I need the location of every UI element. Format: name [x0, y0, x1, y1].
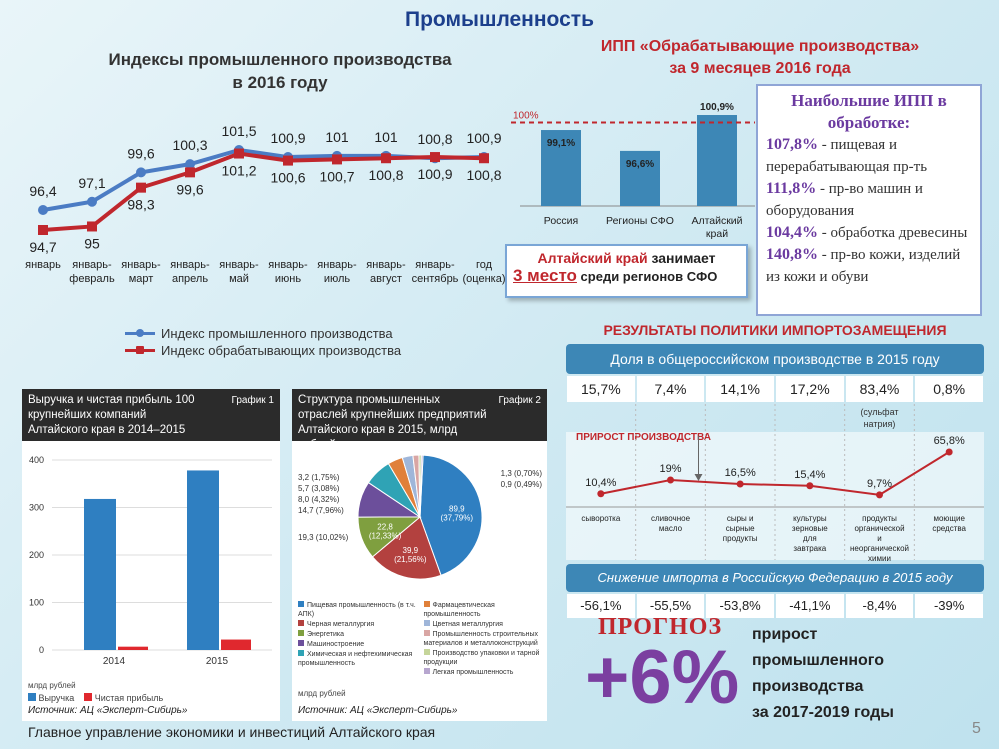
pie-legend-label: Энергетика — [307, 631, 344, 638]
share-cell: 7,4% — [637, 376, 705, 402]
revenue-bar-chart — [22, 445, 280, 693]
pie-legend-item — [298, 640, 418, 649]
x-tick-part: июль — [323, 273, 351, 285]
altai-rank-box — [505, 244, 748, 298]
x-tick-part: январь- — [121, 259, 161, 271]
pie-legend-swatch — [424, 649, 430, 655]
ipp-title-line1: ИПП «Обрабатывающие производства» — [600, 38, 920, 55]
data-label: 100,8 — [466, 167, 502, 184]
panel2-source: Источник: АЦ «Эксперт-Сибирь» — [298, 705, 458, 716]
x-tick-part: август — [370, 273, 402, 285]
x-tick-label — [463, 259, 506, 285]
x-tick-part: май — [229, 273, 249, 285]
revenue-bar — [84, 499, 116, 650]
data-point-red — [38, 225, 48, 235]
x-tick-part: январь- — [317, 259, 357, 271]
x-tick-label: 2015 — [205, 656, 229, 667]
x-tick-label: 2014 — [102, 656, 126, 667]
forecast-value: +6% — [585, 635, 740, 720]
data-point-red — [87, 221, 97, 231]
data-point-red — [430, 152, 440, 162]
import-value-cell: -8,4% — [846, 594, 914, 618]
pie-legend-item — [298, 630, 418, 639]
growth-category-part: культуры — [793, 514, 827, 523]
data-point-red — [136, 183, 146, 193]
bar-category-label: Россия — [543, 215, 579, 227]
growth-category-part: и — [877, 534, 882, 543]
footer-text: Главное управление экономики и инвестиций Алтайского края — [28, 724, 436, 740]
growth-category-label — [723, 514, 758, 543]
bar — [697, 115, 737, 206]
data-point-red — [234, 149, 244, 159]
forecast-label: ПРОГНОЗ — [598, 614, 723, 640]
pie-outer-label: 8,0 (4,32%) — [298, 495, 340, 504]
pie-legend-swatch — [424, 630, 430, 636]
data-label: 94,7 — [29, 239, 57, 255]
x-tick-label — [25, 259, 61, 271]
growth-category-part: химии — [868, 554, 891, 563]
pie-legend — [298, 601, 543, 677]
x-tick-part: январь- — [415, 259, 455, 271]
growth-category-part: средства — [932, 524, 967, 533]
growth-point — [737, 481, 744, 488]
bar-category-part: Алтайский — [691, 215, 743, 227]
growth-category-part: сырные — [725, 524, 755, 533]
top-ipp-pct: 107,8% — [766, 136, 818, 153]
pie-legend-item — [424, 668, 544, 677]
pie-legend-item — [298, 620, 418, 629]
x-tick-label — [412, 259, 459, 285]
legend-swatch-blue — [125, 332, 155, 335]
import-grid — [566, 374, 984, 564]
left-chart-title-line2: в 2016 году — [232, 73, 328, 92]
page-number: 5 — [972, 720, 981, 737]
x-tick-label — [69, 259, 115, 285]
industrial-index-line-chart — [15, 110, 525, 300]
data-point-red — [185, 167, 195, 177]
x-tick-part: январь- — [170, 259, 210, 271]
bar-value-label: 96,6% — [625, 158, 655, 170]
import-value-cell: -55,5% — [637, 594, 705, 618]
top-ipp-pct: 104,4% — [766, 224, 818, 241]
top-ipp-item — [766, 244, 972, 288]
x-tick-part: год — [475, 259, 493, 271]
pie-label-part: 22,8 — [377, 522, 393, 532]
left-chart-title-line1: Индексы промышленного производства — [108, 50, 452, 69]
top-ipp-text: - обработка древесины — [818, 225, 968, 241]
pie-legend-swatch — [424, 620, 430, 626]
top-ipp-text: - пр-во кожи, изделий из кожи и обуви — [766, 247, 961, 285]
industry-pie-chart — [292, 445, 547, 595]
growth-category-part: продукты — [722, 534, 758, 543]
growth-category-part: сыры и — [726, 514, 754, 523]
data-label: 100,6 — [270, 169, 306, 186]
top-ipp-item — [766, 134, 972, 178]
pie-legend-label: Фармацевтическая промышленность — [423, 602, 495, 618]
growth-category-label — [581, 514, 620, 523]
data-label: 99,6 — [176, 181, 204, 198]
y-tick-label: 100 — [28, 597, 44, 608]
growth-category-label — [932, 514, 966, 533]
data-point-red — [381, 153, 391, 163]
pie-label-part: (37,79%) — [440, 513, 474, 523]
y-tick-label: 200 — [28, 550, 44, 560]
data-label: 101 — [325, 128, 349, 145]
forecast-line: промышленного — [752, 652, 885, 669]
data-label: 100,9 — [270, 130, 306, 147]
legend-swatch-red — [125, 349, 155, 352]
altai-line2-rest: среди регионов СФО — [576, 269, 718, 284]
growth-category-part: завтрака — [793, 544, 827, 553]
pie-outer-label: 14,7 (7,96%) — [298, 506, 344, 515]
legend-label-red: Индекс обрабатывающих производства — [161, 343, 402, 358]
data-label: 101,2 — [221, 162, 257, 179]
data-label: 95 — [84, 235, 100, 252]
growth-category-part: продукты — [862, 514, 897, 523]
legend-profit-label: Чистая прибыль — [94, 693, 164, 703]
import-header-bar: Снижение импорта в Российскую Федерацию в 2015 году — [566, 564, 984, 592]
growth-point — [597, 490, 604, 497]
growth-category-part: сливочное — [650, 514, 691, 523]
x-tick-label — [268, 259, 308, 285]
pie-legend-item — [298, 601, 418, 619]
pie-legend-item — [424, 649, 544, 667]
top-ipp-text: - пр-во машин и оборудования — [766, 181, 923, 219]
pie-legend-label: Машиностроение — [307, 641, 365, 648]
page-title: Промышленность — [405, 8, 594, 31]
ipp-title — [525, 36, 995, 80]
data-label: 98,3 — [127, 196, 155, 213]
growth-category-label — [850, 514, 909, 563]
growth-line-chart — [566, 374, 984, 564]
legend-item-blue — [125, 326, 401, 341]
profit-bar — [221, 640, 251, 650]
legend-label-blue: Индекс промышленного производства — [161, 326, 393, 341]
growth-point — [806, 482, 813, 489]
x-tick-part: апрель — [171, 273, 209, 285]
data-point-red — [283, 156, 293, 166]
import-value-cell: -56,1% — [567, 594, 635, 618]
data-point-red — [332, 154, 342, 164]
x-tick-label — [170, 259, 210, 285]
import-value-cell: -53,8% — [706, 594, 774, 618]
panel2-header — [292, 389, 547, 451]
growth-value-label: 65,8% — [933, 435, 965, 447]
growth-value-label: 16,5% — [724, 467, 756, 479]
forecast-line: производства — [752, 678, 864, 695]
pie-label-part: (12,33%) — [368, 531, 402, 541]
growth-value-label: 15,4% — [794, 468, 826, 481]
left-chart-title — [60, 48, 500, 94]
ipp-bar-chart — [505, 88, 760, 248]
data-label: 100,9 — [466, 130, 502, 147]
data-point-blue — [136, 167, 146, 177]
top-ipp-pct: 111,8% — [766, 180, 817, 197]
forecast-line: за 2017-2019 годы — [752, 704, 894, 721]
legend-revenue-label: Выручка — [38, 693, 75, 703]
panel1-source: Источник: АЦ «Эксперт-Сибирь» — [28, 705, 188, 716]
pie-outer-label: 19,3 (10,02%) — [298, 533, 349, 542]
growth-category-part: органической — [854, 524, 905, 533]
growth-category-part: неорганической — [850, 544, 909, 553]
pie-legend-swatch — [424, 601, 430, 607]
revenue-bar — [187, 470, 219, 650]
y-tick-label: 300 — [28, 502, 44, 513]
data-label: 96,4 — [29, 183, 57, 199]
growth-value-label: 9,7% — [866, 477, 893, 490]
ipp-title-line2: за 9 месяцев 2016 года — [669, 60, 851, 77]
pie-legend-label: Производство упаковки и тарной продукции — [423, 650, 540, 666]
growth-label: ПРИРОСТ ПРОИЗВОДСТВА — [576, 432, 711, 443]
pie-legend-label: Пищевая промышленность (в т.ч. АПК) — [298, 602, 416, 618]
forecast-text — [752, 622, 992, 726]
share-cell: 0,8% — [915, 376, 983, 402]
pie-legend-item — [298, 650, 418, 668]
growth-category-part: для — [802, 534, 817, 543]
y-tick-label: 0 — [38, 645, 44, 655]
industry-structure-panel — [292, 389, 547, 721]
forecast-line: прирост — [752, 626, 818, 643]
growth-category-part: масло — [658, 524, 683, 533]
pie-label-part: (21,56%) — [394, 554, 427, 564]
pie-legend-swatch — [298, 650, 304, 656]
panel1-unit: млрд рублей — [28, 681, 76, 690]
data-label: 100,9 — [417, 166, 453, 183]
x-tick-part: январь- — [366, 259, 406, 271]
data-label: 100,3 — [172, 137, 208, 154]
pie-legend-label: Черная металлургия — [307, 621, 375, 628]
bar-value-label: 100,9% — [700, 102, 734, 114]
growth-category-part: моющие — [933, 514, 965, 523]
pie-legend-label: Промышленность строительных материалов и металлоконструкций — [423, 631, 538, 647]
data-point-blue — [87, 197, 97, 207]
x-tick-part: февраль — [69, 273, 115, 285]
import-value-cell: -39% — [915, 594, 983, 618]
top-ipp-pct: 140,8% — [766, 246, 818, 263]
altai-place: 3 место — [513, 266, 577, 285]
y-tick-label: 400 — [28, 455, 44, 465]
x-tick-part: сентябрь — [411, 273, 459, 285]
pie-label-part: 89,9 — [449, 504, 465, 514]
data-label: 100,7 — [319, 168, 355, 185]
data-label: 101 — [374, 128, 398, 145]
pie-label-part: 39,9 — [402, 545, 419, 555]
growth-point — [667, 477, 674, 484]
legend-profit — [84, 693, 163, 703]
x-tick-part: июнь — [274, 273, 302, 285]
pie-outer-label: 3,2 (1,75%) — [298, 473, 340, 482]
x-tick-part: март — [128, 273, 154, 285]
x-tick-part: январь- — [219, 259, 259, 271]
x-tick-part: январь- — [72, 259, 112, 271]
panel1-header — [22, 389, 280, 451]
pie-legend-label: Химическая и нефтехимическая промышленность — [298, 651, 413, 667]
growth-point — [876, 491, 883, 498]
pie-outer-label: 1,3 (0,70%) — [500, 469, 542, 478]
altai-line1-rest: занимает — [647, 250, 716, 266]
line-chart-legend — [125, 326, 401, 358]
x-tick-part: (оценка) — [462, 273, 506, 285]
data-label: 100,8 — [368, 167, 404, 184]
panel2-unit: млрд рублей — [298, 689, 346, 698]
data-label: 99,6 — [127, 145, 155, 162]
legend-revenue — [28, 693, 74, 703]
data-label: 97,1 — [78, 174, 106, 191]
arrow-head — [695, 474, 703, 481]
x-tick-part: январь — [25, 259, 61, 271]
legend-item-red — [125, 343, 401, 358]
panel2-title: Структура промышленных отраслей крупнейших предприятий Алтайского края в 2015, млрд рублей — [298, 394, 487, 451]
revenue-profit-panel — [22, 389, 280, 721]
pie-legend-swatch — [298, 601, 304, 607]
x-tick-label — [366, 259, 406, 285]
x-tick-label — [121, 259, 161, 285]
bar-value-label: 99,1% — [546, 138, 576, 150]
data-label: 101,5 — [221, 123, 257, 139]
pie-legend-swatch — [424, 668, 430, 674]
pie-outer-label: 0,9 (0,49%) — [500, 480, 542, 489]
profit-bar — [118, 647, 148, 650]
data-point-blue — [38, 205, 48, 215]
bar-category-part: край — [705, 228, 729, 240]
growth-value-label: 10,4% — [585, 476, 617, 489]
reference-label: 100% — [513, 110, 539, 122]
pie-legend-item — [424, 630, 544, 648]
bar-category-label: Регионы СФО — [606, 215, 674, 227]
top-ipp-item — [766, 178, 972, 222]
pie-legend-swatch — [298, 620, 304, 626]
altai-region-name: Алтайский край — [537, 250, 648, 266]
import-value-cell: -41,1% — [776, 594, 844, 618]
bar-category-label — [691, 215, 742, 240]
top-ipp-text: - пищевая и перерабатывающая пр-ть — [766, 137, 928, 175]
growth-line — [601, 452, 949, 495]
panel1-legend — [28, 693, 163, 703]
growth-category-part: зерновые — [791, 524, 828, 533]
pie-legend-item — [424, 601, 544, 619]
pie-legend-label: Легкая промышленность — [432, 669, 514, 676]
panel1-tag: График 1 — [231, 395, 274, 406]
panel1-title: Выручка и чистая прибыль 100 крупнейших компаний Алтайского края в 2014–2015 годах — [28, 394, 195, 451]
x-tick-part: январь- — [268, 259, 308, 271]
share-cell: 14,1% — [706, 376, 774, 402]
pie-legend-item — [424, 620, 544, 629]
top-ipp-heading: Наибольшие ИПП в обработке: — [791, 91, 947, 132]
x-tick-label — [219, 259, 259, 285]
data-label: 100,8 — [417, 131, 453, 148]
data-point-red — [479, 153, 489, 163]
pie-outer-label: 5,7 (3,08%) — [298, 484, 340, 493]
x-tick-label — [317, 259, 357, 285]
import-substitution-title: РЕЗУЛЬТАТЫ ПОЛИТИКИ ИМПОРТОЗАМЕЩЕНИЯ — [603, 322, 947, 338]
share-header-bar: Доля в общероссийском производстве в 2015 году — [566, 344, 984, 374]
growth-point — [946, 449, 953, 456]
growth-category-label — [651, 514, 691, 533]
share-cell: 17,2% — [776, 376, 844, 402]
growth-category-label — [792, 514, 828, 553]
share-cell: 15,7% — [567, 376, 635, 402]
pie-legend-label: Цветная металлургия — [432, 621, 503, 628]
share-cell: 83,4% — [846, 376, 914, 402]
pie-legend-swatch — [298, 640, 304, 646]
growth-category-part: сыворотка — [581, 514, 621, 523]
pie-legend-swatch — [298, 630, 304, 636]
growth-value-label: 19% — [659, 463, 682, 475]
top-ipp-box — [756, 84, 982, 316]
share-note: (сульфат натрия) — [860, 407, 899, 429]
top-ipp-item — [766, 222, 972, 244]
panel2-tag: График 2 — [498, 395, 541, 406]
